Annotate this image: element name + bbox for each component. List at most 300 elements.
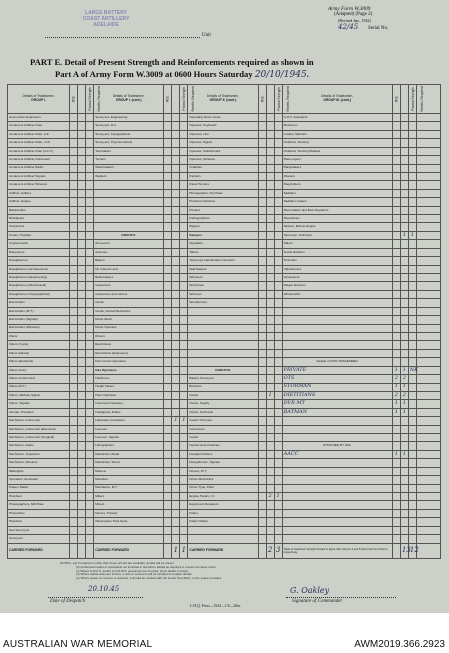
reinf-cell-g2 xyxy=(274,189,282,197)
posted-cell-g1 xyxy=(78,459,86,467)
posted-cell-g1b xyxy=(172,425,180,433)
trade-name-g2: Draughtsmen, Signals xyxy=(188,459,258,467)
reinf-cell-g3 xyxy=(408,349,416,357)
posted-cell-g3 xyxy=(400,299,408,307)
reinf-cell-g3 xyxy=(408,223,416,231)
posted-cell-g2 xyxy=(266,366,274,374)
we-cell-g1b xyxy=(164,366,172,374)
posted-cell-g2 xyxy=(266,248,274,256)
trade-name-g1: Grinder, Precision xyxy=(8,408,70,416)
trade-name-g2: Photographer, Dry Plate xyxy=(188,189,258,197)
serial-value: 42/45 xyxy=(338,23,359,31)
we-cell-g1 xyxy=(70,147,78,155)
we-cell-g1 xyxy=(70,459,78,467)
trade-name-g1: Fitters (M.T.) xyxy=(8,383,70,391)
reinf-cell-g2 xyxy=(274,391,282,399)
reinf-cell-g3 xyxy=(408,189,416,197)
unit-stamp xyxy=(66,10,146,28)
trade-name-g3: Upholsterers xyxy=(282,265,392,273)
we-cell-g1b xyxy=(164,172,172,180)
table-row xyxy=(8,156,441,164)
reinf-cell-g3 xyxy=(408,257,416,265)
reinf-cell-g2 xyxy=(274,450,282,458)
trade-name-g2: Printers xyxy=(188,206,258,214)
reinf-cell-g1 xyxy=(86,164,94,172)
we-cell-g3 xyxy=(392,526,400,534)
carry-posted-2: 1 xyxy=(172,544,180,559)
reinf-cell-g3 xyxy=(408,240,416,248)
we-cell-g3: 1 xyxy=(392,408,400,416)
posted-cell-g3 xyxy=(400,147,408,155)
trade-name-g2: Operator, Signal xyxy=(188,139,258,147)
we-cell-g1 xyxy=(70,476,78,484)
header-posted-3-text: Posted Strength xyxy=(276,87,281,111)
trade-name-g1b xyxy=(94,535,164,544)
trade-name-g1: Mechanics, Wireless xyxy=(8,459,70,467)
posted-cell-g1 xyxy=(78,265,86,273)
we-cell-g1b xyxy=(164,114,172,122)
posted-cell-g1b xyxy=(172,172,180,180)
posted-cell-g1b xyxy=(172,341,180,349)
posted-cell-g2 xyxy=(266,231,274,239)
posted-cell-g1b xyxy=(172,400,180,408)
we-cell-g1b xyxy=(164,417,172,425)
printer-line: L.H.Q. Press—1944—1/6—20m. xyxy=(190,604,242,608)
posted-cell-g1 xyxy=(78,408,86,416)
we-cell-g2 xyxy=(258,535,266,544)
table-row xyxy=(8,467,441,475)
spare-cell xyxy=(416,198,440,206)
we-cell-g3: 2 xyxy=(392,375,400,383)
posted-cell-g3 xyxy=(400,290,408,298)
posted-cell-g1 xyxy=(78,492,86,500)
posted-cell-g1 xyxy=(78,535,86,544)
spare-cell xyxy=(416,240,440,248)
posted-cell-g1 xyxy=(78,467,86,475)
posted-cell-g1 xyxy=(78,156,86,164)
we-cell-g1 xyxy=(70,282,78,290)
reinf-cell-g2 xyxy=(274,223,282,231)
posted-cell-g2 xyxy=(266,139,274,147)
we-cell-g1 xyxy=(70,290,78,298)
spare-cell xyxy=(416,316,440,324)
reinf-cell-g1b xyxy=(180,307,188,315)
trade-name-g1: Draughtsmen (Mechanical) xyxy=(8,282,70,290)
reinf-cell-g3 xyxy=(408,408,416,416)
title-date: 20/10/1945 xyxy=(254,70,307,80)
archive-reference: AWM2019.366.2923 xyxy=(354,639,445,650)
we-cell-g1 xyxy=(70,172,78,180)
we-cell-g1 xyxy=(70,509,78,517)
we-cell-g1b xyxy=(164,467,172,475)
table-row xyxy=(8,240,441,248)
we-cell-g3 xyxy=(392,257,400,265)
reinf-cell-g1b xyxy=(180,206,188,214)
reinf-cell-g2 xyxy=(274,299,282,307)
trade-name-g1b: Welders xyxy=(94,172,164,180)
posted-cell-g3: 1 xyxy=(400,231,408,239)
spare-cell xyxy=(416,484,440,492)
trade-name-g1b: Cooks, Dental Mechanics xyxy=(94,307,164,315)
posted-cell-g1 xyxy=(78,526,86,534)
reinf-cell-g2 xyxy=(274,358,282,366)
header-reinf-4-text: Reinfts. Required xyxy=(419,86,424,112)
we-cell-g2 xyxy=(258,164,266,172)
trade-name-g1b: Masons xyxy=(94,467,164,475)
stamp-line-1: LARGS BATTERY xyxy=(85,10,127,16)
table-row xyxy=(8,408,441,416)
trade-name-g2: Battery Surveyors xyxy=(188,375,258,383)
we-cell-g2 xyxy=(258,349,266,357)
reinf-cell-g2 xyxy=(274,442,282,450)
posted-cell-g2: 1 xyxy=(266,391,274,399)
posted-cell-g3 xyxy=(400,501,408,509)
trade-name-g2: Operator, Keyboard xyxy=(188,122,258,130)
reinf-cell-g1 xyxy=(86,526,94,534)
reinf-cell-g1 xyxy=(86,492,94,500)
spare-cell xyxy=(416,215,440,223)
reinf-cell-g3 xyxy=(408,324,416,332)
posted-cell-g1 xyxy=(78,223,86,231)
note-a: NOTES—(a) If tradesmen other than those printed are available, details will be shown. xyxy=(60,561,175,565)
reinf-cell-g3 xyxy=(408,375,416,383)
spare-cell xyxy=(416,307,440,315)
reinf-cell-g1b xyxy=(180,114,188,122)
posted-cell-g2 xyxy=(266,130,274,138)
posted-cell-g3 xyxy=(400,130,408,138)
we-cell-g2 xyxy=(258,526,266,534)
we-cell-g1b xyxy=(164,358,172,366)
posted-cell-g1 xyxy=(78,332,86,340)
carry-reinf-3: 3 xyxy=(274,544,282,559)
posted-cell-g3 xyxy=(400,526,408,534)
we-cell-g1 xyxy=(70,206,78,214)
trade-name-g2: Equipment Repairers xyxy=(188,501,258,509)
we-cell-g1b xyxy=(164,391,172,399)
serial-row xyxy=(328,24,438,32)
table-row xyxy=(8,223,441,231)
grand-total-we: 13 xyxy=(400,544,408,559)
spare-cell xyxy=(416,164,440,172)
table-row xyxy=(8,366,441,374)
carry-posted-1 xyxy=(78,544,86,559)
header-reinf-3-text: Reinfts. Required xyxy=(285,86,290,112)
we-cell-g1 xyxy=(70,501,78,509)
posted-cell-g2 xyxy=(266,476,274,484)
trade-name-g1: Sea Surveyors xyxy=(8,526,70,534)
posted-cell-g3 xyxy=(400,282,408,290)
trade-name-g2 xyxy=(188,349,258,357)
we-cell-g2 xyxy=(258,467,266,475)
reinf-cell-g1b xyxy=(180,223,188,231)
reinf-cell-g1b xyxy=(180,198,188,206)
posted-cell-g1b xyxy=(172,164,180,172)
trade-name-g1: Armament Artificer Fitter xyxy=(8,122,70,130)
table-row xyxy=(8,164,441,172)
table-row xyxy=(8,282,441,290)
reinf-cell-g1b xyxy=(180,139,188,147)
spare-cell xyxy=(416,189,440,197)
posted-cell-g3 xyxy=(400,358,408,366)
trade-name-g3: Storemen, Technical xyxy=(282,231,392,239)
reinf-cell-g2 xyxy=(274,139,282,147)
we-cell-g1 xyxy=(70,231,78,239)
we-cell-g3 xyxy=(392,282,400,290)
we-cell-g1b xyxy=(164,383,172,391)
posted-cell-g3 xyxy=(400,341,408,349)
posted-cell-g1 xyxy=(78,450,86,458)
reinf-cell-g2 xyxy=(274,408,282,416)
trade-name-g1: Artificer, Engine xyxy=(8,198,70,206)
posted-cell-g1b xyxy=(172,206,180,214)
reinf-cell-g3 xyxy=(408,476,416,484)
we-cell-g3: 1 xyxy=(392,383,400,391)
posted-cell-g1 xyxy=(78,172,86,180)
reinf-cell-g1 xyxy=(86,181,94,189)
reinf-cell-g2 xyxy=(274,206,282,214)
reinf-cell-g2 xyxy=(274,526,282,534)
table-row xyxy=(8,434,441,442)
we-cell-g1 xyxy=(70,316,78,324)
reinf-cell-g1 xyxy=(86,375,94,383)
reinf-cell-g1 xyxy=(86,467,94,475)
reinf-cell-g2 xyxy=(274,307,282,315)
reinf-cell-g1b xyxy=(180,164,188,172)
posted-cell-g1 xyxy=(78,215,86,223)
we-cell-g1b xyxy=(164,257,172,265)
table-row xyxy=(8,181,441,189)
table-row xyxy=(8,518,441,526)
table-header-row xyxy=(8,85,441,114)
we-cell-g1 xyxy=(70,248,78,256)
form-adapted: (Adapted) (Page 2) xyxy=(334,12,373,17)
reinf-cell-g2 xyxy=(274,501,282,509)
posted-cell-g1b xyxy=(172,181,180,189)
posted-cell-g2 xyxy=(266,324,274,332)
grand-total-posted: 12 xyxy=(408,544,416,559)
we-cell-g2 xyxy=(258,299,266,307)
we-cell-g3 xyxy=(392,324,400,332)
spare-cell xyxy=(416,535,440,544)
header-we-2 xyxy=(164,85,172,114)
posted-cell-g3 xyxy=(400,332,408,340)
we-cell-g1b xyxy=(164,324,172,332)
reinf-cell-g1b xyxy=(180,400,188,408)
reinf-cell-g1 xyxy=(86,299,94,307)
posted-cell-g1 xyxy=(78,290,86,298)
reinf-cell-g3 xyxy=(408,509,416,517)
trade-name-g2: Tailors xyxy=(188,248,258,256)
we-cell-g3 xyxy=(392,476,400,484)
posted-cell-g1 xyxy=(78,366,86,374)
trade-name-g1b xyxy=(94,189,164,197)
posted-cell-g1b xyxy=(172,265,180,273)
we-cell-g1 xyxy=(70,358,78,366)
we-cell-g1b xyxy=(164,400,172,408)
we-cell-g1b xyxy=(164,265,172,273)
reinf-cell-g1b xyxy=(180,476,188,484)
trade-name-g1: Plumbers xyxy=(8,518,70,526)
posted-cell-g3 xyxy=(400,467,408,475)
trade-name-g1: Cooks, Hospital xyxy=(8,231,70,239)
trade-name-g1: Fitters (Cycle) xyxy=(8,341,70,349)
trade-name-g1b: Drivers xyxy=(94,332,164,340)
trade-name-g3 xyxy=(282,324,392,332)
header-posted-2-text: Posted Strength xyxy=(182,87,187,111)
posted-cell-g1b xyxy=(172,147,180,155)
posted-cell-g1b xyxy=(172,408,180,416)
spare-cell xyxy=(416,434,440,442)
we-cell-g3 xyxy=(392,156,400,164)
reinf-cell-g1 xyxy=(86,476,94,484)
reinf-cell-g1 xyxy=(86,391,94,399)
posted-cell-g2 xyxy=(266,206,274,214)
posted-cell-g1b xyxy=(172,290,180,298)
reinf-cell-g3 xyxy=(408,467,416,475)
reinf-cell-g3 xyxy=(408,198,416,206)
posted-cell-g3 xyxy=(400,206,408,214)
trade-name-g1b: Machinists, Wood xyxy=(94,459,164,467)
reinf-cell-g3 xyxy=(408,332,416,340)
header-posted-1-text: Posted Strength xyxy=(88,87,93,111)
posted-cell-g2 xyxy=(266,299,274,307)
posted-cell-g1b: 1 xyxy=(172,417,180,425)
form-number: Army Form W.3009 xyxy=(328,6,371,12)
trade-name-g1b xyxy=(94,198,164,206)
we-cell-g1 xyxy=(70,265,78,273)
posted-cell-g1b xyxy=(172,375,180,383)
reinf-cell-g1 xyxy=(86,316,94,324)
reinf-cell-g2 xyxy=(274,147,282,155)
trade-name-g1: Fitters (Instrument) xyxy=(8,375,70,383)
reinf-cell-g2 xyxy=(274,290,282,298)
trade-name-g3: STORMAN xyxy=(282,383,392,391)
trade-name-g1b: Cooks xyxy=(94,299,164,307)
we-cell-g1 xyxy=(70,324,78,332)
we-cell-g1b xyxy=(164,375,172,383)
reinf-cell-g1 xyxy=(86,425,94,433)
posted-cell-g1b xyxy=(172,476,180,484)
posted-cell-g1 xyxy=(78,400,86,408)
we-cell-g1b xyxy=(164,408,172,416)
we-cell-g1 xyxy=(70,130,78,138)
reinf-cell-g1 xyxy=(86,223,94,231)
we-cell-g2 xyxy=(258,172,266,180)
we-cell-g1b xyxy=(164,240,172,248)
trade-name-g2: Cooks xyxy=(188,434,258,442)
note-e: (e) Where space on reverse is required, it should be marked with the words 'See Back', in the space provided. xyxy=(76,576,222,581)
trade-name-g1: Surveyors xyxy=(8,535,70,544)
posted-cell-g2 xyxy=(266,316,274,324)
reinf-cell-g3 xyxy=(408,484,416,492)
we-cell-g2 xyxy=(258,274,266,282)
posted-cell-g2 xyxy=(266,408,274,416)
posted-cell-g1 xyxy=(78,274,86,282)
spare-cell xyxy=(416,114,440,122)
posted-cell-g1 xyxy=(78,341,86,349)
we-cell-g1 xyxy=(70,307,78,315)
reinf-cell-g2 xyxy=(274,434,282,442)
trade-name-g2: Radiographers xyxy=(188,215,258,223)
posted-cell-g1b xyxy=(172,240,180,248)
spare-cell xyxy=(416,324,440,332)
reinf-cell-g2 xyxy=(274,248,282,256)
table-row xyxy=(8,172,441,180)
posted-cell-g2 xyxy=(266,332,274,340)
reinf-cell-g3 xyxy=(408,290,416,298)
we-cell-g2 xyxy=(258,408,266,416)
we-cell-g2 xyxy=(258,476,266,484)
reinf-cell-g3 xyxy=(408,434,416,442)
form-reference xyxy=(328,6,438,32)
posted-cell-g3 xyxy=(400,459,408,467)
reinf-cell-g1b xyxy=(180,231,188,239)
trade-name-g3 xyxy=(282,316,392,324)
we-cell-g2 xyxy=(258,358,266,366)
we-cell-g3 xyxy=(392,164,400,172)
posted-cell-g1b xyxy=(172,257,180,265)
we-cell-g2 xyxy=(258,130,266,138)
table-row xyxy=(8,114,441,122)
spare-cell xyxy=(416,391,440,399)
reinf-cell-g1 xyxy=(86,130,94,138)
reinf-cell-g1 xyxy=(86,341,94,349)
posted-cell-g2 xyxy=(266,383,274,391)
posted-cell-g1 xyxy=(78,349,86,357)
despatch-label: Date of Despatch xyxy=(50,599,85,604)
we-cell-g2 xyxy=(258,139,266,147)
header-details-1: Details of Tradesmen. xyxy=(22,94,55,99)
reinf-cell-g1b xyxy=(180,434,188,442)
trade-name-g3 xyxy=(282,476,392,484)
we-cell-g3 xyxy=(392,274,400,282)
we-cell-g3 xyxy=(392,223,400,231)
trade-name-g1: Electricians (M.T.) xyxy=(8,307,70,315)
posted-cell-g1 xyxy=(78,509,86,517)
we-cell-g2 xyxy=(258,450,266,458)
carry-we-1 xyxy=(70,544,78,559)
spare-cell xyxy=(416,509,440,517)
reinf-cell-g1b xyxy=(180,147,188,155)
carried-forward-label-2: CARRIED FORWARD xyxy=(94,544,164,559)
table-row xyxy=(8,139,441,147)
reinf-cell-g1 xyxy=(86,450,94,458)
spare-cell xyxy=(416,231,440,239)
we-cell-g1b xyxy=(164,501,172,509)
table-row xyxy=(8,274,441,282)
trade-name-g1: Mechanics, Typewriter xyxy=(8,450,70,458)
trade-name-g3: Plate Layers xyxy=(282,156,392,164)
reinf-cell-g1b xyxy=(180,274,188,282)
reinf-cell-g1b xyxy=(180,366,188,374)
trade-name-g1: Fitters (Electrical) xyxy=(8,358,70,366)
we-cell-g1 xyxy=(70,518,78,526)
trade-name-g1b: Carpenters and Joiners xyxy=(94,290,164,298)
reinf-cell-g1b xyxy=(180,467,188,475)
table-row xyxy=(8,358,441,366)
posted-cell-g3: 1 xyxy=(400,450,408,458)
we-cell-g3 xyxy=(392,240,400,248)
trade-name-g1: Armament Artificer Fitter, A.E. xyxy=(8,130,70,138)
reinf-cell-g1b xyxy=(180,349,188,357)
we-cell-g1 xyxy=(70,164,78,172)
we-cell-g1b xyxy=(164,459,172,467)
we-cell-g1 xyxy=(70,375,78,383)
reinf-cell-g2 xyxy=(274,282,282,290)
posted-cell-g1 xyxy=(78,358,86,366)
trade-name-g2: Predictor Numbers xyxy=(188,198,258,206)
we-cell-g1 xyxy=(70,299,78,307)
